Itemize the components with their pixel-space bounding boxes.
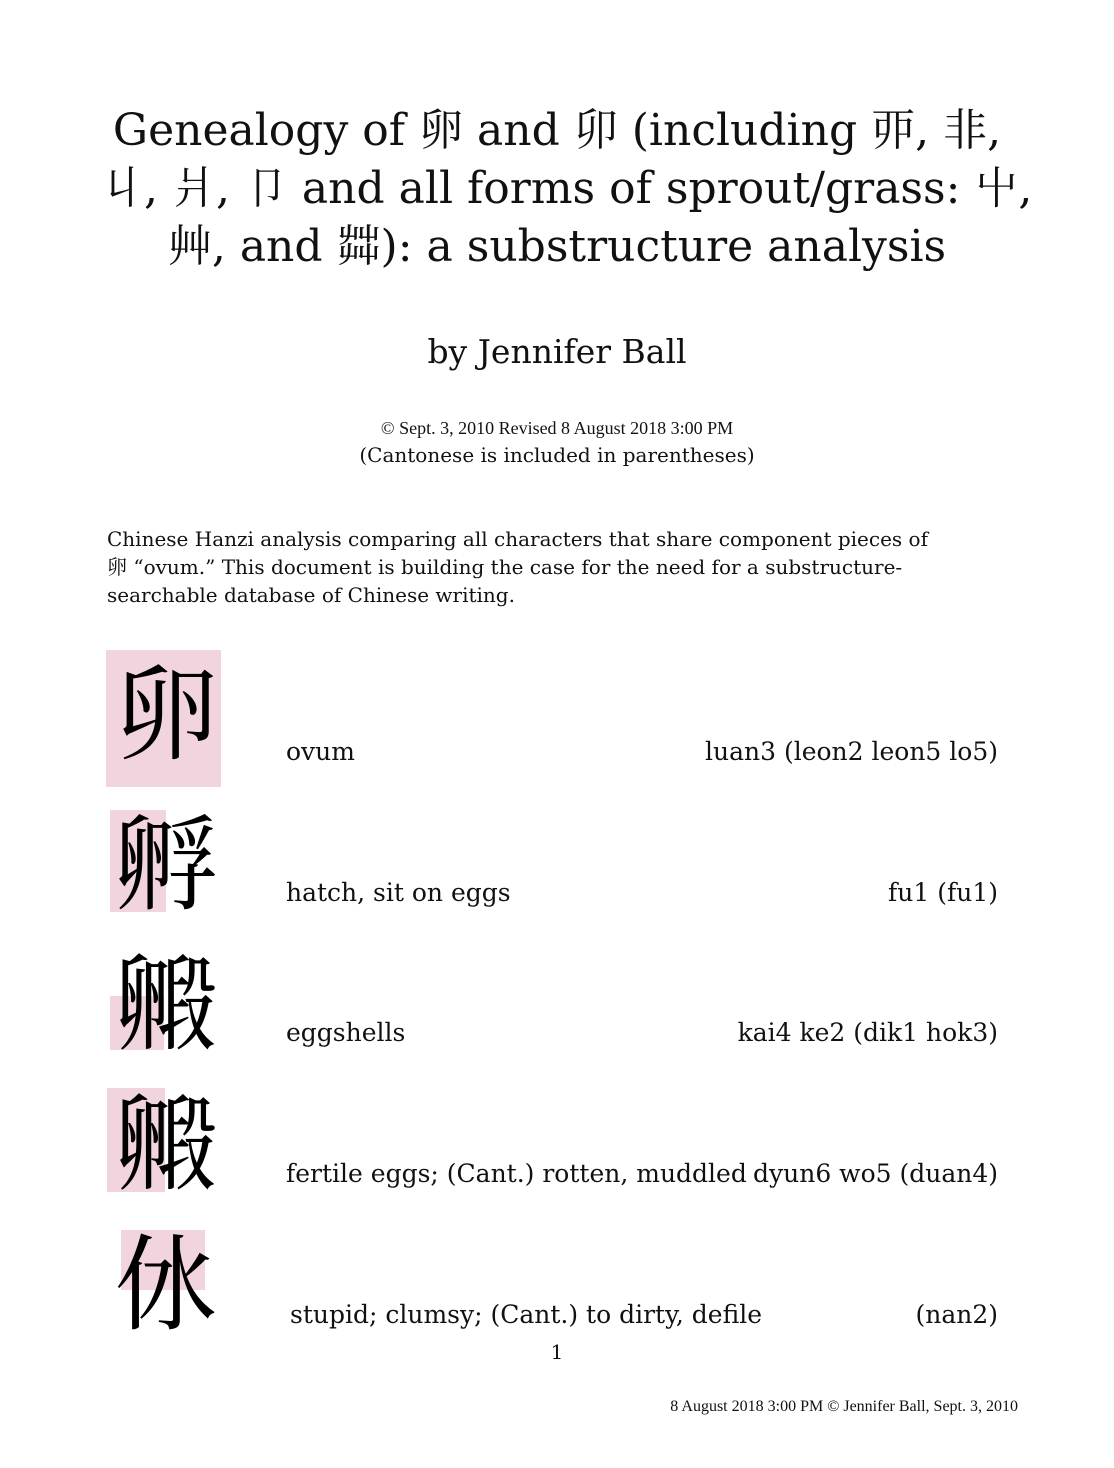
character-reading: (nan2) [915, 1300, 998, 1329]
copyright-notice: © Sept. 3, 2010 Revised 8 August 2018 3:00 PM [380, 418, 734, 438]
document-title [100, 102, 1033, 276]
character-glyph-box [106, 1220, 226, 1350]
page-footer: 8 August 2018 3:00 PM © Jennifer Ball, Sept. 3, 2010 [670, 1398, 1018, 1415]
title-line-2: 丩, 爿, 卩 and all forms of sprout/grass: 屮, [100, 163, 1033, 214]
character-reading: luan3 (leon2 leon5 lo5) [704, 737, 998, 766]
character-entry [0, 800, 1114, 940]
character-meaning: fertile eggs; (Cant.) rotten, muddled [286, 1159, 747, 1188]
character-meaning: eggshells [286, 1018, 406, 1047]
character-entry [0, 940, 1114, 1080]
character-glyph-box [106, 1080, 226, 1210]
intro-line-1: Chinese Hanzi analysis comparing all characters that share component pieces of [107, 527, 928, 551]
title-line-1: Genealogy of 卵 and 卯 (including 丣, 非, [112, 105, 1002, 156]
character-reading: kai4 ke2 (dik1 hok3) [737, 1018, 998, 1047]
character-reading: dyun6 wo5 (duan4) [752, 1159, 998, 1188]
character-glyph: 㲻 [113, 1224, 218, 1346]
cantonese-note: (Cantonese is included in parentheses) [359, 443, 755, 467]
character-glyph: 毈 [113, 1084, 218, 1206]
intro-line-3: searchable database of Chinese writing. [107, 583, 515, 607]
author-byline: by Jennifer Ball [427, 332, 687, 371]
intro-paragraph [107, 525, 967, 609]
character-glyph: 孵 [113, 804, 218, 926]
page-number: 1 [550, 1340, 564, 1364]
character-meaning: hatch, sit on eggs [286, 878, 511, 907]
character-glyph-box [106, 940, 226, 1070]
character-glyph-box [106, 800, 226, 930]
character-meaning: ovum [286, 737, 355, 766]
character-glyph: 卵 [113, 654, 218, 776]
title-line-3: 艸, and 茻): a substructure analysis [167, 221, 947, 272]
character-entry [0, 650, 1114, 790]
character-entry [0, 1080, 1114, 1220]
character-meaning: stupid; clumsy; (Cant.) to dirty, defile [290, 1300, 763, 1329]
character-glyph-box [106, 650, 226, 780]
character-glyph: 毈 [113, 944, 218, 1066]
intro-line-2: 卵 “ovum.” This document is building the case for the need for a substructure- [107, 555, 903, 579]
character-reading: fu1 (fu1) [888, 878, 998, 907]
